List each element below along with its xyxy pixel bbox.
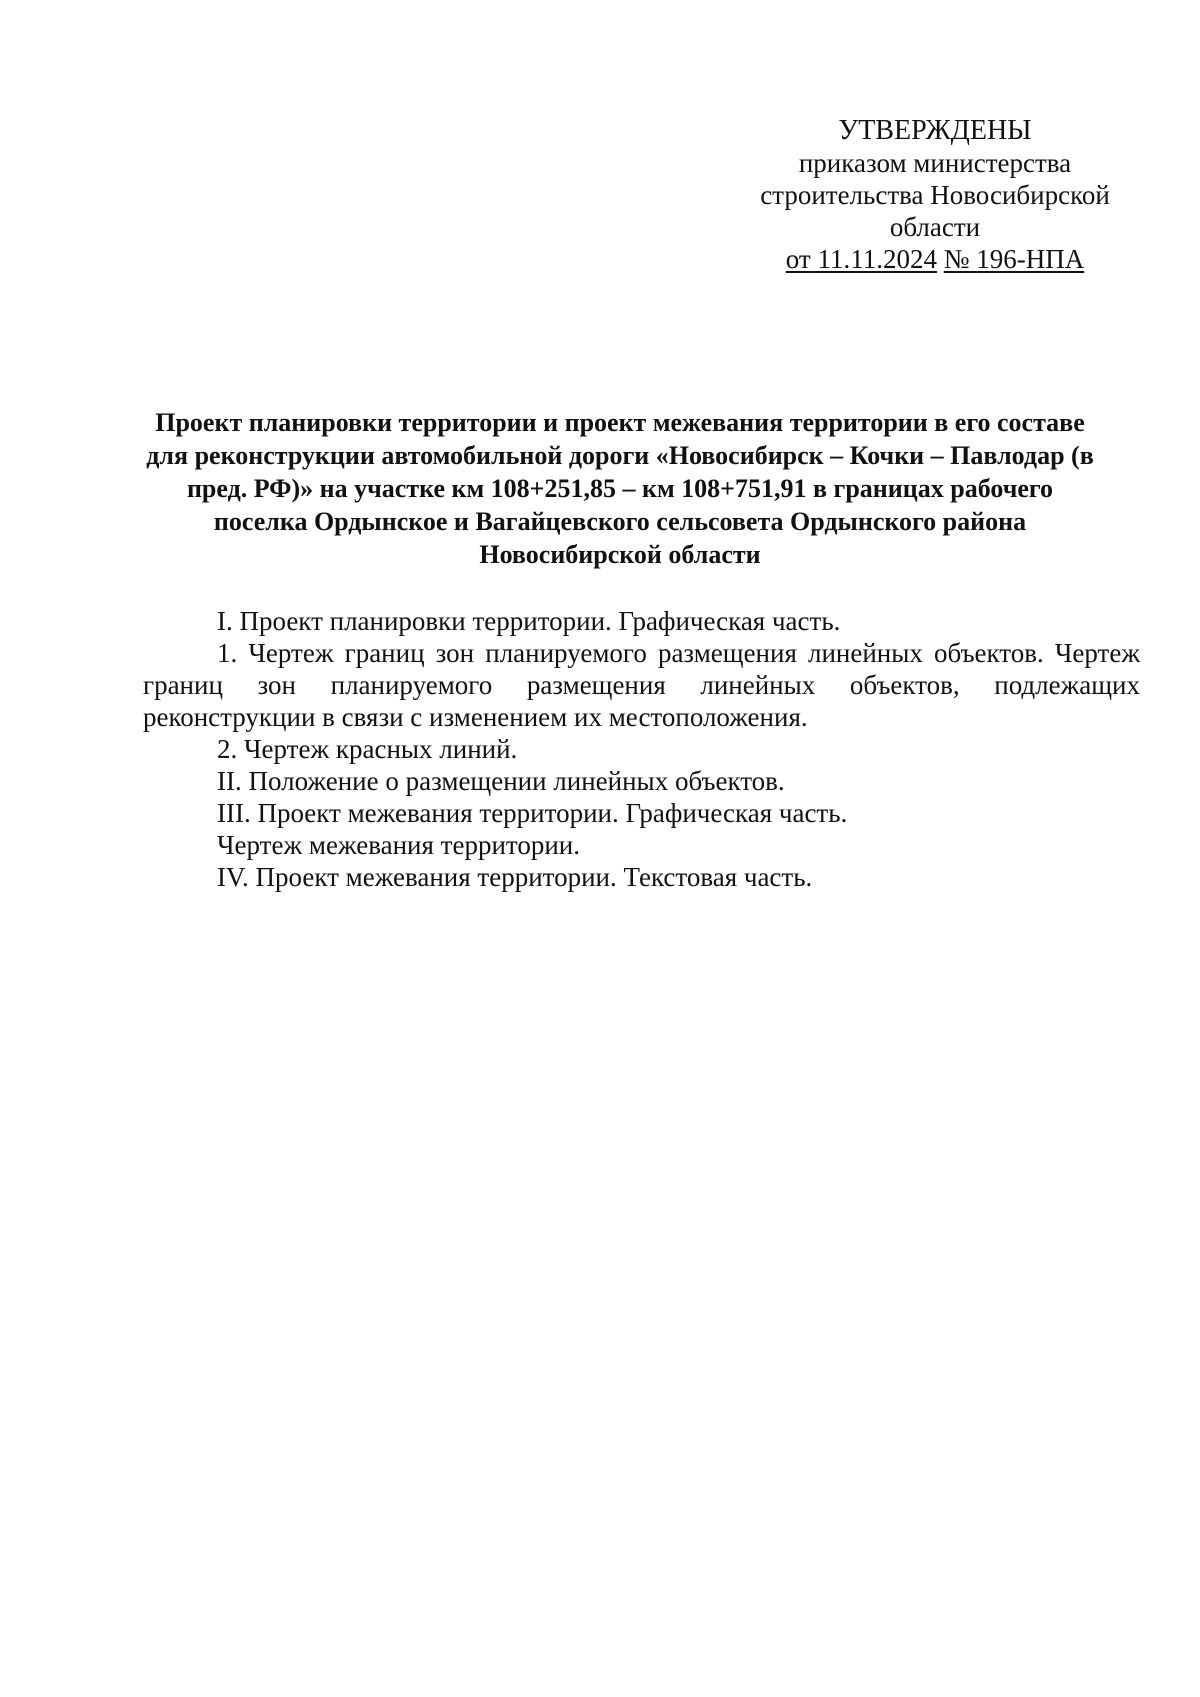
contents-item: II. Положение о размещении линейных объектов. bbox=[217, 766, 785, 796]
approval-date-prefix: от bbox=[785, 244, 811, 274]
contents-item: 2. Чертеж красных линий. bbox=[217, 734, 518, 764]
approval-number-sign: № bbox=[943, 244, 970, 274]
approval-number: 196-НПА bbox=[976, 244, 1085, 274]
approval-date-line bbox=[735, 243, 1135, 275]
approval-stamp-block bbox=[735, 115, 1135, 275]
contents-item: 1. Чертеж границ зон планируемого размещения линейных объектов. Чертеж границ зон планируемого размещения линейных объектов, подлежащих реконструкции в связи с изменением их местоположения. bbox=[143, 638, 1140, 732]
document-title: Проект планировки территории и проект межевания территории в его составе для реконструкции автомобильной дороги «Новосибирск – Кочки – Павлодар (в пред. РФ)» на участке км 108+251,85 – км 108+751,91 в границах рабочего поселка Ордынское и Вагайцевского сельсовета Ордынского района Новосибирской области bbox=[146, 408, 1094, 569]
contents-item: IV. Проект межевания территории. Текстовая часть. bbox=[217, 862, 813, 892]
approval-date: 11.11.2024 bbox=[817, 244, 937, 274]
approval-line-3: области bbox=[889, 212, 981, 242]
approval-heading: УТВЕРЖДЕНЫ bbox=[838, 115, 1032, 146]
approval-line-2: строительства Новосибирской bbox=[760, 180, 1110, 210]
contents-item: III. Проект межевания территории. Графическая часть. bbox=[217, 798, 848, 828]
contents-item: Чертеж межевания территории. bbox=[217, 830, 580, 860]
contents-item: I. Проект планировки территории. Графическая часть. bbox=[217, 606, 841, 636]
approval-line-1: приказом министерства bbox=[798, 148, 1072, 178]
contents-list bbox=[143, 605, 1140, 893]
